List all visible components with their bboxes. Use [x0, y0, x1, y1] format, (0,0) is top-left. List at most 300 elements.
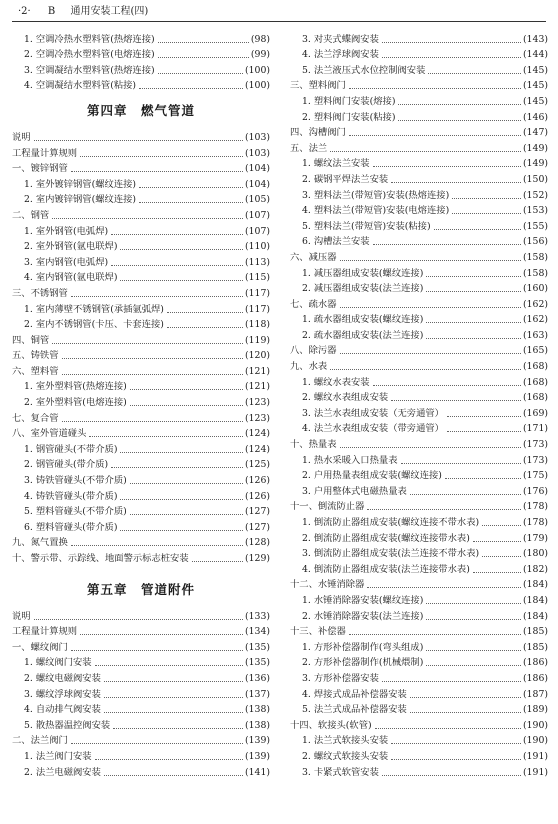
toc-entry-page: (103): [245, 131, 270, 143]
toc-entry-page: (127): [245, 506, 270, 518]
toc-entry[interactable]: [12, 503, 270, 519]
dot-leader: [340, 353, 522, 354]
toc-entry[interactable]: [290, 576, 548, 592]
dot-leader: [426, 322, 521, 323]
toc-entry[interactable]: [12, 362, 270, 378]
dot-leader: [130, 389, 243, 390]
dot-leader: [71, 650, 243, 651]
toc-entry[interactable]: [290, 155, 548, 171]
toc-entry[interactable]: [290, 311, 548, 327]
toc-entry[interactable]: [290, 732, 548, 748]
dot-leader: [452, 213, 521, 214]
toc-entry-page: (184): [523, 610, 548, 622]
toc-entry-title: 4. 法兰浮球阀安装: [302, 49, 379, 61]
toc-entry-page: (146): [523, 111, 548, 123]
toc-entry[interactable]: [290, 701, 548, 717]
toc-entry-title: 六、减压器: [290, 251, 337, 263]
toc-entry[interactable]: [290, 77, 548, 93]
toc-entry[interactable]: [290, 342, 548, 358]
dot-leader: [482, 525, 521, 526]
toc-entry-title: 1. 法兰阀门安装: [24, 750, 92, 762]
toc-entry[interactable]: [12, 747, 270, 763]
toc-entry-page: (191): [523, 750, 548, 762]
toc-entry-title: 1. 方形补偿器制作(弯头组成): [302, 641, 424, 653]
toc-entry-page: (145): [523, 80, 548, 92]
toc-entry-title: 3. 螺纹浮球阀安装: [24, 688, 101, 700]
toc-entry-page: (128): [245, 537, 270, 549]
dot-leader: [158, 57, 249, 58]
toc-entry-page: (186): [523, 657, 548, 669]
toc-entry-page: (135): [245, 641, 270, 653]
toc-entry[interactable]: [290, 545, 548, 561]
toc-entry[interactable]: [12, 549, 270, 565]
toc-entry-title: 1. 螺纹法兰安装: [302, 158, 370, 170]
toc-entry-page: (110): [245, 241, 270, 253]
toc-entry-title: 九、水表: [290, 361, 328, 373]
dot-leader: [340, 447, 522, 448]
toc-entry[interactable]: [290, 30, 548, 46]
toc-entry-page: (149): [523, 158, 548, 170]
toc-entry[interactable]: [12, 763, 270, 779]
toc-entry-page: (176): [523, 485, 548, 497]
dot-leader: [89, 436, 243, 437]
toc-entry[interactable]: [12, 638, 270, 654]
toc-entry-title: 1. 室外塑料管(热熔连接): [24, 381, 127, 393]
toc-entry-page: (133): [245, 610, 270, 622]
toc-entry-page: (155): [523, 220, 548, 232]
toc-entry-page: (125): [245, 459, 270, 471]
toc-left-column: [12, 30, 270, 779]
dot-leader: [71, 296, 243, 297]
dot-leader: [426, 603, 521, 604]
toc-entry-title: 1. 室外镀锌钢管(螺纹连接): [24, 178, 137, 190]
toc-entry-title: 八、室外管道碰头: [12, 428, 87, 440]
toc-entry-title: 说明: [12, 131, 31, 143]
toc-entry-title: 1. 水锤消除器安装(螺纹连接): [302, 594, 424, 606]
dot-leader: [434, 229, 521, 230]
toc-entry-page: (98): [250, 33, 270, 45]
toc-entry[interactable]: [12, 46, 270, 62]
toc-entry[interactable]: [12, 160, 270, 176]
toc-entry-page: (141): [245, 766, 270, 778]
toc-entry[interactable]: [290, 716, 548, 732]
toc-entry-title: 4. 倒流防止器组成安装(法兰连接带水表): [302, 563, 470, 575]
dot-leader: [158, 73, 243, 74]
toc-entry[interactable]: [12, 238, 270, 254]
toc-entry-page: (138): [245, 719, 270, 731]
toc-entry[interactable]: [12, 425, 270, 441]
chapter-title: 第五章 管道附件: [86, 582, 195, 597]
toc-entry[interactable]: [290, 513, 548, 529]
toc-entry[interactable]: [290, 61, 548, 77]
dot-leader: [130, 483, 243, 484]
toc-entry-page: (117): [245, 287, 270, 299]
toc-entry-page: (153): [523, 205, 548, 217]
toc-entry-title: 6. 沟槽法兰安装: [302, 236, 370, 248]
toc-entry[interactable]: [290, 295, 548, 311]
dot-leader: [80, 156, 243, 157]
dot-leader: [340, 260, 522, 261]
toc-entry-title: 说明: [12, 610, 31, 622]
dot-leader: [111, 265, 243, 266]
toc-entry-page: (185): [523, 641, 548, 653]
toc-entry-page: (152): [523, 189, 548, 201]
toc-entry-title: 七、复合管: [12, 412, 59, 424]
toc-entry-page: (124): [245, 428, 270, 440]
toc-entry[interactable]: [290, 482, 548, 498]
toc-entry-page: (135): [245, 657, 270, 669]
dot-leader: [382, 42, 521, 43]
dot-leader: [410, 712, 521, 713]
dot-leader: [34, 619, 243, 620]
toc-entry[interactable]: [12, 607, 270, 623]
toc-entry[interactable]: [12, 284, 270, 300]
toc-entry-title: 5. 法兰液压式水位控制阀安装: [302, 64, 426, 76]
dot-leader: [373, 385, 521, 386]
dot-leader: [104, 775, 243, 776]
toc-entry[interactable]: [12, 206, 270, 222]
dot-leader: [410, 494, 521, 495]
toc-entry[interactable]: [12, 222, 270, 238]
dot-leader: [95, 759, 243, 760]
toc-entry-page: (145): [523, 95, 548, 107]
toc-entry[interactable]: [290, 124, 548, 140]
toc-entry-title: 十、警示带、示踪线、地面警示标志桩安装: [12, 553, 189, 564]
toc-entry[interactable]: [290, 46, 548, 62]
toc-entry-page: (118): [245, 319, 270, 331]
toc-entry[interactable]: [12, 732, 270, 748]
toc-entry-page: (119): [245, 334, 270, 346]
toc-entry-page: (187): [523, 688, 548, 700]
toc-entry-page: (168): [523, 392, 548, 404]
dot-leader: [120, 530, 243, 531]
dot-leader: [62, 374, 244, 375]
toc-entry-page: (173): [523, 454, 548, 466]
toc-entry-title: 2. 塑料阀门安装(粘接): [302, 111, 396, 123]
toc-entry-title: 十三、补偿器: [290, 626, 346, 638]
toc-entry-title: 2. 法兰电磁阀安装: [24, 766, 101, 778]
toc-entry-page: (124): [245, 443, 270, 455]
toc-entry[interactable]: [290, 217, 548, 233]
toc-entry[interactable]: [12, 654, 270, 670]
toc-entry[interactable]: [12, 440, 270, 456]
toc-entry-title: 4. 空调凝结水塑料管(粘接): [24, 80, 137, 92]
dot-leader: [473, 572, 521, 573]
toc-entry-page: (168): [523, 361, 548, 373]
toc-entry-title: 4. 铸铁管碰头(带介质): [24, 490, 118, 502]
toc-entry-title: 3. 塑料法兰(带短管)安装(热熔连接): [302, 189, 450, 201]
toc-entry[interactable]: [290, 451, 548, 467]
toc-entry-title: 3. 户用整体式电磁热量表: [302, 485, 407, 497]
toc-entry-page: (158): [523, 267, 548, 279]
toc-entry[interactable]: [12, 30, 270, 46]
toc-entry-title: 4. 法兰水表组成安装（带旁通管）: [302, 423, 444, 435]
toc-entry-page: (190): [523, 735, 548, 747]
toc-entry[interactable]: [12, 518, 270, 534]
toc-entry[interactable]: [290, 373, 548, 389]
toc-entry[interactable]: [12, 701, 270, 717]
dot-leader: [167, 327, 243, 328]
toc-entry-page: (115): [245, 272, 270, 284]
dot-leader: [120, 249, 243, 250]
dot-leader: [367, 587, 521, 588]
toc-entry-title: 2. 户用热量表组成安装(螺纹连接): [302, 470, 442, 482]
dot-leader: [95, 665, 243, 666]
toc-entry-title: 七、疏水器: [290, 298, 337, 310]
toc-entry-title: 2. 倒流防止器组成安装(螺纹连接带水表): [302, 532, 470, 544]
toc-entry[interactable]: [12, 716, 270, 732]
toc-entry-page: (143): [523, 33, 548, 45]
toc-entry-page: (121): [245, 365, 270, 377]
toc-entry-title: 1. 室内薄壁不锈钢管(承插氩弧焊): [24, 303, 164, 315]
toc-entry[interactable]: [12, 623, 270, 639]
dot-leader: [398, 104, 521, 105]
toc-entry[interactable]: [290, 623, 548, 639]
dot-leader: [71, 545, 243, 546]
toc-entry[interactable]: [290, 529, 548, 545]
toc-entry-title: 一、镀锌钢管: [12, 163, 68, 175]
toc-entry-title: 3. 法兰水表组成安装（无旁通管）: [302, 407, 444, 419]
toc-entry[interactable]: [290, 467, 548, 483]
toc-entry[interactable]: [290, 108, 548, 124]
toc-entry-page: (173): [523, 439, 548, 451]
toc-entry-title: 5. 散热器温控阀安装: [24, 719, 111, 731]
toc-entry-page: (138): [245, 704, 270, 716]
toc-entry-page: (145): [523, 64, 548, 76]
toc-entry-page: (186): [523, 672, 548, 684]
toc-entry[interactable]: [12, 61, 270, 77]
toc-entry[interactable]: [12, 347, 270, 363]
dot-leader: [382, 57, 521, 58]
dot-leader: [139, 88, 243, 89]
toc-entry-title: 十、热量表: [290, 439, 337, 451]
toc-entry-title: 3. 方形补偿器安装: [302, 672, 379, 684]
toc-entry[interactable]: [290, 747, 548, 763]
dot-leader: [473, 541, 521, 542]
dot-leader: [104, 712, 243, 713]
toc-entry-title: 3. 倒流防止器组成安装(法兰连接不带水表): [302, 548, 480, 560]
toc-entry-title: 6. 塑料管碰头(带介质): [24, 521, 118, 533]
header-rule: [12, 21, 546, 22]
toc-entry[interactable]: [12, 253, 270, 269]
toc-entry[interactable]: [12, 144, 270, 160]
toc-entry-title: 1. 疏水器组成安装(螺纹连接): [302, 314, 424, 326]
toc-entry[interactable]: [12, 456, 270, 472]
dot-leader: [391, 743, 521, 744]
toc-entry[interactable]: [12, 669, 270, 685]
toc-entry-title: 3. 卡紧式软管安装: [302, 766, 379, 778]
toc-entry-title: 2. 疏水器组成安装(法兰连接): [302, 329, 424, 341]
toc-entry-title: 1. 倒流防止器组成安装(螺纹连接不带水表): [302, 517, 480, 528]
toc-entry-page: (156): [523, 236, 548, 248]
dot-leader: [113, 728, 243, 729]
dot-leader: [80, 634, 243, 635]
toc-entry-title: 一、螺纹阀门: [12, 641, 68, 653]
toc-entry-page: (100): [245, 64, 270, 76]
dot-leader: [482, 556, 521, 557]
toc-entry-page: (169): [523, 407, 548, 419]
page-header: [12, 4, 546, 22]
dot-leader: [426, 665, 521, 666]
dot-leader: [34, 140, 243, 141]
toc-entry-title: 2. 室内镀锌钢管(螺纹连接): [24, 194, 137, 206]
toc-entry-title: 三、不锈钢管: [12, 287, 68, 299]
toc-entry[interactable]: [290, 404, 548, 420]
toc-entry-title: 5. 塑料管碰头(不带介质): [24, 506, 127, 518]
toc-entry-title: 工程量计算规则: [12, 626, 78, 638]
dot-leader: [428, 73, 521, 74]
toc-entry-page: (180): [523, 548, 548, 560]
toc-entry-title: 1. 减压器组成安装(螺纹连接): [302, 267, 424, 279]
dot-leader: [426, 276, 521, 277]
toc-entry-page: (126): [245, 490, 270, 502]
toc-entry-title: 1. 螺纹水表安装: [302, 376, 370, 388]
toc-entry-title: 3. 空调凝结水塑料管(热熔连接): [24, 64, 155, 76]
toc-entry-title: 2. 室外钢管(氩电联焊): [24, 241, 118, 253]
toc-entry-page: (179): [523, 532, 548, 544]
toc-entry[interactable]: [290, 264, 548, 280]
dot-leader: [452, 198, 521, 199]
toc-entry[interactable]: [290, 139, 548, 155]
toc-entry[interactable]: [12, 409, 270, 425]
book-title: 通用安装工程(四): [70, 6, 149, 17]
toc-entry-page: (107): [245, 225, 270, 237]
toc-entry-page: (162): [523, 298, 548, 310]
toc-entry[interactable]: [290, 420, 548, 436]
toc-entry[interactable]: [290, 92, 548, 108]
toc-entry[interactable]: [12, 191, 270, 207]
toc-entry-page: (171): [523, 423, 548, 435]
toc-entry[interactable]: [12, 77, 270, 93]
toc-entry[interactable]: [12, 331, 270, 347]
toc-entry[interactable]: [290, 248, 548, 264]
dot-leader: [330, 369, 521, 370]
toc-entry-page: (144): [523, 49, 548, 61]
toc-entry-title: 八、除污器: [290, 345, 337, 357]
section-letter: B: [47, 6, 56, 17]
toc-entry[interactable]: [12, 487, 270, 503]
toc-entry[interactable]: [12, 534, 270, 550]
toc-entry-page: (162): [523, 314, 548, 326]
dot-leader: [104, 681, 243, 682]
toc-entry[interactable]: [12, 300, 270, 316]
dot-leader: [349, 634, 521, 635]
toc-entry-title: 2. 螺纹式软接头安装: [302, 750, 389, 762]
toc-entry-title: 2. 螺纹水表组成安装: [302, 392, 389, 404]
toc-entry[interactable]: [12, 175, 270, 191]
dot-leader: [382, 681, 521, 682]
toc-entry-title: 1. 室外钢管(电弧焊): [24, 225, 109, 237]
toc-entry-title: 4. 室内钢管(氩电联焊): [24, 272, 118, 284]
dot-leader: [349, 135, 521, 136]
toc-entry-title: 1. 热水采暖入口热量表: [302, 454, 398, 466]
toc-entry-page: (103): [245, 147, 270, 159]
toc-entry[interactable]: [290, 638, 548, 654]
toc-entry[interactable]: [290, 357, 548, 373]
toc-entry[interactable]: [290, 280, 548, 296]
toc-entry-title: 2. 室外塑料管(电熔连接): [24, 397, 127, 409]
toc-entry-page: (107): [245, 209, 270, 221]
toc-entry[interactable]: [290, 763, 548, 779]
dot-leader: [410, 697, 521, 698]
toc-entry[interactable]: [290, 669, 548, 685]
toc-entry-page: (100): [245, 80, 270, 92]
toc-entry-title: 十二、水锤消除器: [290, 579, 365, 591]
toc-entry-page: (184): [523, 579, 548, 591]
toc-entry[interactable]: [290, 389, 548, 405]
dot-leader: [120, 280, 243, 281]
toc-entry[interactable]: [12, 269, 270, 285]
toc-entry[interactable]: [290, 607, 548, 623]
toc-entry[interactable]: [290, 326, 548, 342]
dot-leader: [382, 775, 521, 776]
toc-entry[interactable]: [290, 202, 548, 218]
toc-entry-title: 四、沟槽阀门: [290, 127, 346, 139]
dot-leader: [340, 307, 522, 308]
toc-entry-title: 2. 减压器组成安装(法兰连接): [302, 283, 424, 295]
toc-entry[interactable]: [290, 685, 548, 701]
toc-right-column: [290, 30, 548, 779]
toc-entry[interactable]: [290, 170, 548, 186]
dot-leader: [111, 234, 243, 235]
toc-entry[interactable]: [290, 560, 548, 576]
toc-entry-title: 2. 水锤消除器安装(法兰连接): [302, 610, 424, 622]
toc-entry[interactable]: [12, 471, 270, 487]
toc-entry[interactable]: [12, 128, 270, 144]
toc-entry-page: (185): [523, 626, 548, 638]
toc-entry-page: (190): [523, 719, 548, 731]
toc-entry-page: (191): [523, 766, 548, 778]
toc-entry-page: (104): [245, 178, 270, 190]
dot-leader: [120, 452, 243, 453]
toc-entry-title: 五、铸铁管: [12, 350, 59, 362]
dot-leader: [167, 312, 243, 313]
toc-entry-page: (121): [245, 381, 270, 393]
toc-entry-title: 1. 钢管碰头(不带介质): [24, 443, 118, 455]
toc-entry[interactable]: [12, 393, 270, 409]
dot-leader: [158, 42, 249, 43]
toc-entry-title: 4. 焊接式成品补偿器安装: [302, 688, 407, 700]
toc-entry-title: 5. 塑料法兰(带短管)安装(粘接): [302, 220, 431, 232]
dot-leader: [447, 416, 521, 417]
toc-entry-page: (126): [245, 475, 270, 487]
toc-entry-title: 三、塑料阀门: [290, 80, 346, 92]
toc-entry[interactable]: [12, 316, 270, 332]
toc-entry[interactable]: [12, 685, 270, 701]
toc-entry-title: 1. 塑料阀门安装(熔接): [302, 95, 396, 107]
toc-entry-title: 2. 空调冷热水塑料管(电熔连接): [24, 49, 155, 61]
toc-entry[interactable]: [290, 654, 548, 670]
toc-entry-page: (117): [245, 303, 270, 315]
dot-leader: [426, 619, 521, 620]
toc-entry[interactable]: [12, 378, 270, 394]
dot-leader: [426, 338, 521, 339]
toc-entry-title: 十一、倒流防止器: [290, 501, 365, 513]
dot-leader: [139, 202, 243, 203]
toc-entry[interactable]: [290, 186, 548, 202]
toc-entry-page: (120): [245, 350, 270, 362]
toc-entry-page: (139): [245, 735, 270, 747]
dot-leader: [104, 697, 243, 698]
dot-leader: [373, 244, 521, 245]
toc-entry-title: 四、铜管: [12, 334, 50, 346]
toc-entry[interactable]: [290, 233, 548, 249]
toc-entry[interactable]: [290, 435, 548, 451]
toc-entry-title: 1. 空调冷热水塑料管(热熔连接): [24, 33, 155, 45]
dot-leader: [52, 343, 243, 344]
toc-entry[interactable]: [290, 591, 548, 607]
toc-entry[interactable]: [290, 498, 548, 514]
